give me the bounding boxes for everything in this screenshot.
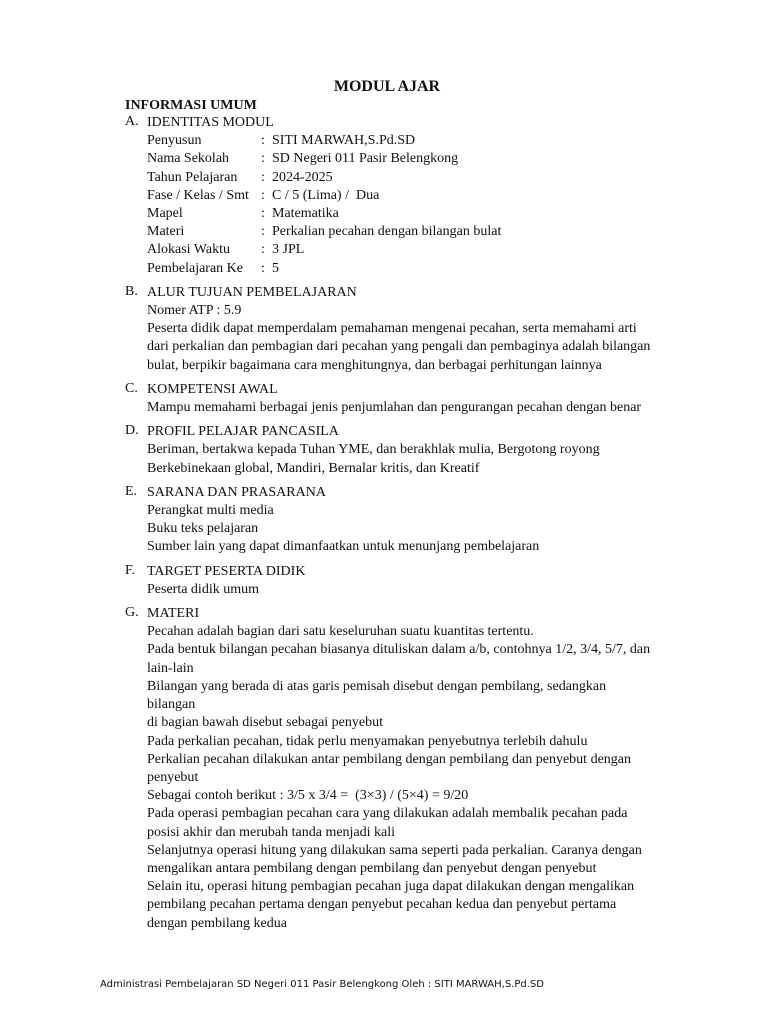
row-colon: : xyxy=(261,242,265,258)
row-value: 3 JPL xyxy=(272,242,305,258)
body-line: Pecahan adalah bagian dari satu keseluruhan suatu kuantitas tertentu. xyxy=(147,624,534,640)
section-letter: F. xyxy=(125,562,136,578)
row-colon: : xyxy=(261,224,265,240)
body-line: Pada perkalian pecahan, tidak perlu menyamakan penyebutnya terlebih dahulu xyxy=(147,733,588,749)
body-line: Sumber lain yang dapat dimanfaatkan untuk menunjang pembelajaran xyxy=(147,539,540,555)
body-line: Beriman, bertakwa kepada Tuhan YME, dan berakhlak mulia, Bergotong royong xyxy=(147,442,600,458)
body-line: Nomer ATP : 5.9 xyxy=(147,303,242,319)
identity-table xyxy=(147,132,501,278)
body-line: bulat, berpikir bagaimana cara menghitungnya, dan berbagai perhitungan lainnya xyxy=(147,357,602,373)
section-materi xyxy=(125,605,655,933)
body-line: Peserta didik umum xyxy=(147,581,259,597)
section-heading: IDENTITAS MODUL xyxy=(147,115,274,130)
row-key: Tahun Pelajaran xyxy=(147,169,238,185)
row-value: SITI MARWAH,S.Pd.SD xyxy=(272,133,416,149)
body-line: Sebagai contoh berikut : 3/5 x 3/4 = (3×3) / (5×4) = 9/20 xyxy=(147,788,469,804)
body-line: pembilang pecahan pertama dengan penyebut pecahan kedua dan penyebut pertama xyxy=(147,897,617,913)
page-title: MODUL AJAR xyxy=(333,78,441,95)
body-line: di bagian bawah disebut sebagai penyebut xyxy=(147,715,383,731)
page-footer: Administrasi Pembelajaran SD Negeri 011 Pasir Belengkong Oleh : SITI MARWAH,S.Pd.SD xyxy=(100,979,544,990)
row-key: Mapel xyxy=(147,206,183,222)
table-row xyxy=(147,169,501,187)
document-body xyxy=(125,114,655,933)
row-value: Perkalian pecahan dengan bilangan bulat xyxy=(272,224,502,240)
row-colon: : xyxy=(261,133,265,149)
body-line: dari perkalian dan pembagian dari pecahan yang pengali dan pembaginya adalah bilangan xyxy=(147,339,651,355)
body-line: Pada bentuk bilangan pecahan biasanya dituliskan dalam a/b, contohnya 1/2, 3/4, 5/7, dan xyxy=(147,642,651,658)
row-value: 5 xyxy=(272,260,279,276)
row-colon: : xyxy=(261,187,265,203)
body-line: Bilangan yang berada di atas garis pemisah disebut dengan pembilang, sedangkan xyxy=(147,678,607,694)
body-line: Pada operasi pembagian pecahan cara yang dilakukan adalah membalik pecahan pada xyxy=(147,806,628,822)
section-letter: C. xyxy=(125,380,138,396)
table-row xyxy=(147,132,501,150)
section-kompetensi-awal xyxy=(125,381,655,417)
row-key: Penyusun xyxy=(147,133,202,149)
table-row xyxy=(147,187,501,205)
table-row xyxy=(147,260,501,278)
row-value: C / 5 (Lima) / Dua xyxy=(272,187,380,203)
section-heading: ALUR TUJUAN PEMBELAJARAN xyxy=(147,284,357,300)
section-letter: E. xyxy=(125,483,138,499)
body-line: posisi akhir dan merubah tanda menjadi kali xyxy=(147,824,396,840)
row-key: Materi xyxy=(147,224,185,240)
section-heading: KOMPETENSI AWAL xyxy=(147,381,278,397)
table-row xyxy=(147,205,501,223)
row-value: SD Negeri 011 Pasir Belengkong xyxy=(272,151,459,167)
section-sarana-prasarana xyxy=(125,484,655,557)
section-letter: D. xyxy=(125,423,139,439)
section-heading: SARANA DAN PRASARANA xyxy=(147,484,326,500)
row-key: Fase / Kelas / Smt xyxy=(147,187,249,203)
table-row xyxy=(147,150,501,168)
body-line: Berkebinekaan global, Mandiri, Bernalar kritis, dan Kreatif xyxy=(147,460,480,476)
table-row xyxy=(147,241,501,259)
row-key: Pembelajaran Ke xyxy=(147,260,244,276)
body-line: Perkalian pecahan dilakukan antar pembilang dengan pembilang dan penyebut dengan xyxy=(147,751,631,767)
row-value: 2024-2025 xyxy=(272,169,333,185)
body-line: penyebut xyxy=(147,769,199,785)
body-line: Selanjutnya operasi hitung yang dilakukan sama seperti pada perkalian. Caranya dengan xyxy=(147,842,642,858)
row-key: Alokasi Waktu xyxy=(147,242,230,258)
section-target-peserta xyxy=(125,563,655,599)
section-heading: MATERI xyxy=(147,606,200,622)
section-letter: B. xyxy=(125,283,138,299)
row-value: Matematika xyxy=(272,206,339,222)
section-letter: A. xyxy=(125,114,139,129)
body-line: Perangkat multi media xyxy=(147,503,274,519)
section-identitas-modul xyxy=(125,114,655,278)
section-heading: TARGET PESERTA DIDIK xyxy=(147,563,306,579)
body-line: bilangan xyxy=(147,697,196,713)
body-line: Selain itu, operasi hitung pembagian pecahan juga dapat dilakukan dengan mengalikan xyxy=(147,879,635,895)
body-line: lain-lain xyxy=(147,660,194,676)
row-key: Nama Sekolah xyxy=(147,151,230,167)
row-colon: : xyxy=(261,260,265,276)
row-colon: : xyxy=(261,169,265,185)
section-alur-tujuan xyxy=(125,284,655,375)
section-profil-pelajar xyxy=(125,423,655,478)
row-colon: : xyxy=(261,206,265,222)
section-heading: PROFIL PELAJAR PANCASILA xyxy=(147,424,339,440)
body-line: Peserta didik dapat memperdalam pemahaman mengenai pecahan, serta memahami arti xyxy=(147,321,637,337)
body-line: Buku teks pelajaran xyxy=(147,521,259,537)
body-line: mengalikan antara pembilang dengan pembilang dan penyebut dengan penyebut xyxy=(147,860,597,876)
info-heading: INFORMASI UMUM xyxy=(125,98,257,113)
section-letter: G. xyxy=(125,605,139,621)
body-line: Mampu memahami berbagai jenis penjumlahan dan pengurangan pecahan dengan benar xyxy=(147,400,642,416)
body-line: dengan pembilang kedua xyxy=(147,915,287,931)
table-row xyxy=(147,223,501,241)
row-colon: : xyxy=(261,151,265,167)
